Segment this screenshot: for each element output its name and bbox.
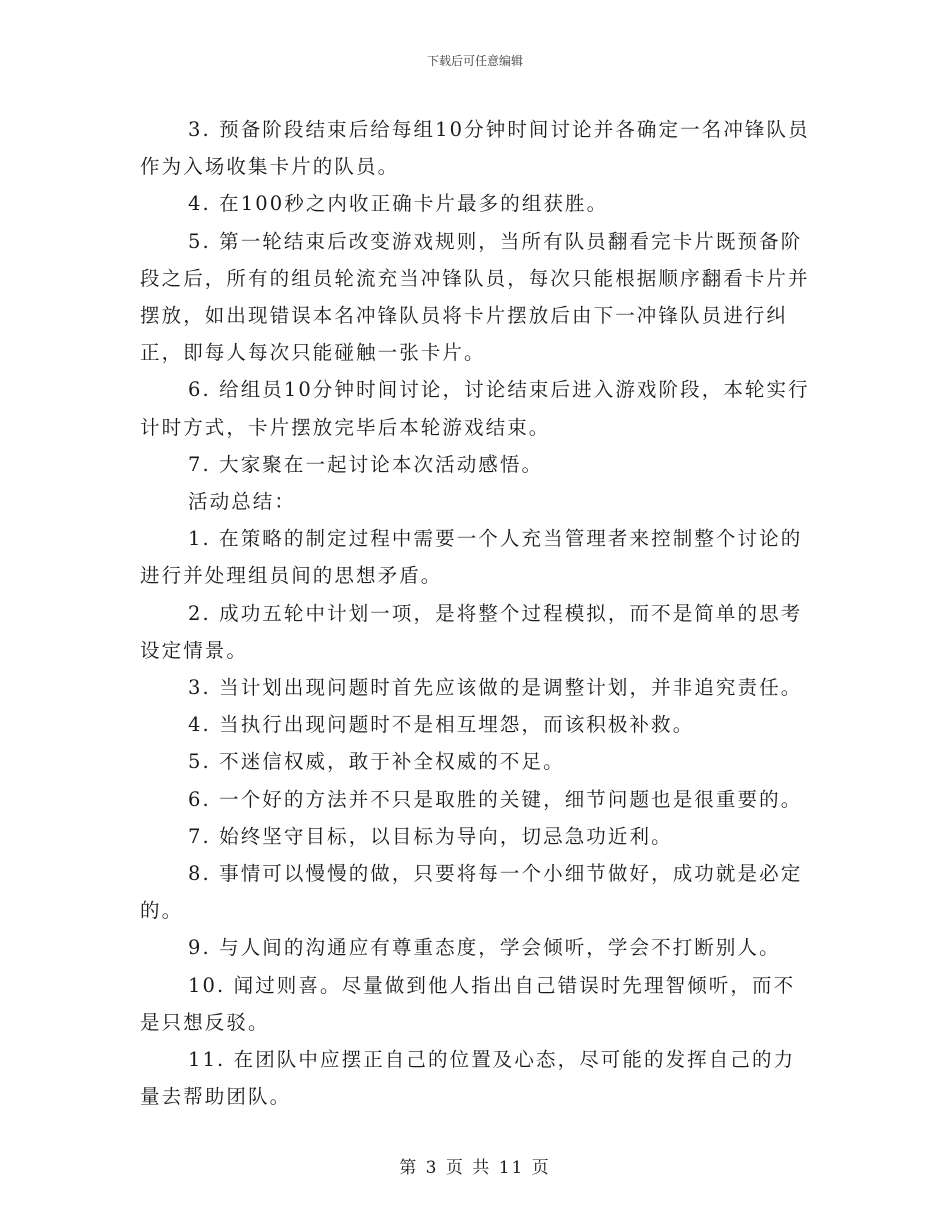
- paragraph-step-4: 4. 在100秒之内收正确卡片最多的组获胜。: [188, 192, 609, 216]
- paragraph-step-3: 3. 预备阶段结束后给每组10分钟时间讨论并各确定一名冲锋队员作为入场收集卡片的队员。: [140, 118, 810, 179]
- summary-item-7: 7. 始终坚守目标，以目标为导向，切忌急功近利。: [188, 824, 673, 848]
- summary-item-6: 6. 一个好的方法并不只是取胜的关键，细节问题也是很重要的。: [188, 787, 803, 811]
- page-number-footer: 第 3 页 共 11 页: [399, 1158, 551, 1178]
- summary-item-5: 5. 不迷信权威，敢于补全权威的不足。: [188, 750, 565, 774]
- summary-item-3: 3. 当计划出现问题时首先应该做的是调整计划，并非追究责任。: [188, 676, 803, 700]
- summary-item-1: 1. 在策略的制定过程中需要一个人充当管理者来控制整个讨论的进行并处理组员间的思想矛盾。: [140, 527, 803, 588]
- summary-item-10: 10. 闻过则喜。尽量做到他人指出自己错误时先理智倾听，而不是只想反驳。: [140, 973, 796, 1034]
- summary-item-11: 11. 在团队中应摆正自己的位置及心态，尽可能的发挥自己的力量去帮助团队。: [140, 1048, 796, 1109]
- summary-item-9: 9. 与人间的沟通应有尊重态度，学会倾听，学会不打断别人。: [188, 936, 781, 960]
- section-heading-summary: 活动总结：: [188, 490, 297, 514]
- page-header: 下载后可任意编辑: [426, 54, 523, 68]
- paragraph-step-7: 7. 大家聚在一起讨论本次活动感悟。: [188, 452, 544, 476]
- summary-item-2: 2. 成功五轮中计划一项，是将整个过程模拟，而不是简单的思考设定情景。: [140, 601, 803, 662]
- paragraph-step-6: 6. 给组员10分钟时间讨论，讨论结束后进入游戏阶段，本轮实行计时方式，卡片摆放完毕后本轮游戏结束。: [140, 378, 810, 439]
- paragraph-step-5: 5. 第一轮结束后改变游戏规则，当所有队员翻看完卡片既预备阶段之后，所有的组员轮流充当冲锋队员，每次只能根据顺序翻看卡片并摆放，如出现错误本名冲锋队员将卡片摆放后由下一冲锋队员进行纠正，即每人每次只能碰触一张卡片。: [140, 229, 810, 365]
- summary-item-4: 4. 当执行出现问题时不是相互埋怨，而该积极补救。: [188, 713, 695, 737]
- document-body: [140, 111, 810, 1115]
- summary-item-8: 8. 事情可以慢慢的做，只要将每一个小细节做好，成功就是必定的。: [140, 862, 803, 923]
